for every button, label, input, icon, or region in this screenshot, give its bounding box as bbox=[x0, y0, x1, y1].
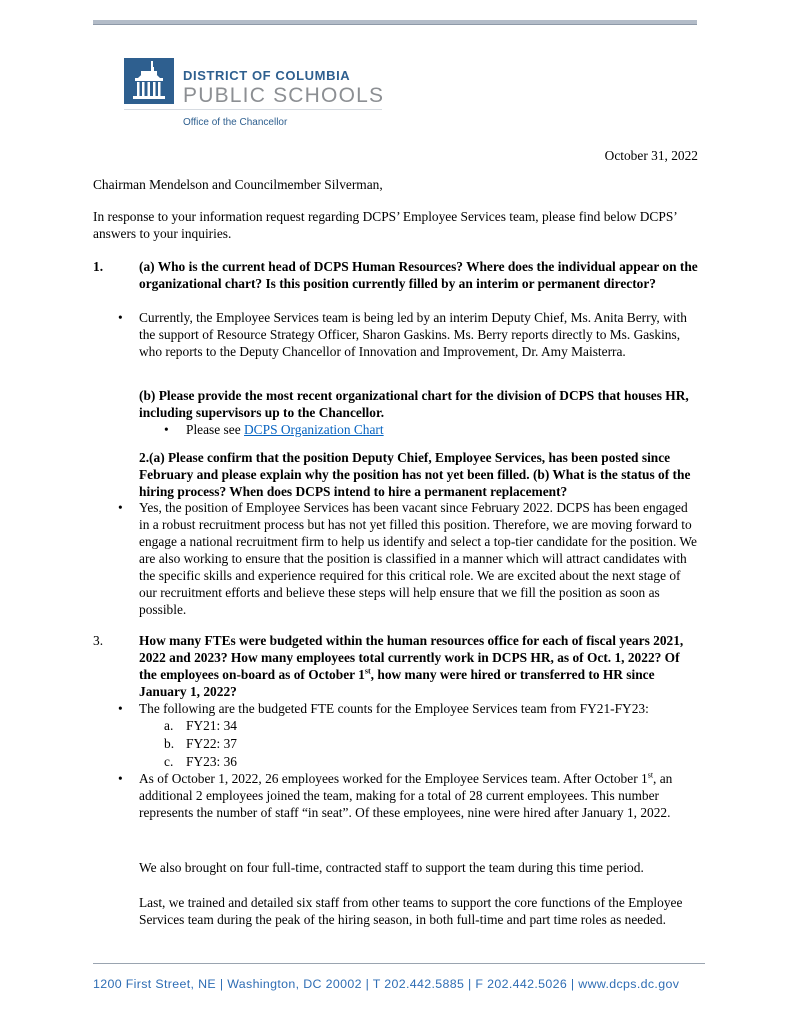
bullet-marker: • bbox=[118, 771, 123, 786]
answer-1a: Currently, the Employee Services team is being led by an interim Deputy Chief, Ms. Anita Berry, with the support of Resource Strategy Officer, Sharon Gaskins. Ms. Berry reports directly to Ms. Gaskins, who reports to the Deputy Chancellor of Innovation and Improvement, Dr. Amy Maisterra. bbox=[139, 310, 687, 359]
question-1b: (b) Please provide the most recent organizational chart for the division of DCPS that houses HR, including supervisors up to the Chancellor. bbox=[139, 388, 689, 420]
answer-3-text-part1: As of October 1, 2022, 26 employees worked for the Employee Services team. After October 1 bbox=[139, 771, 648, 786]
list-marker: c. bbox=[164, 754, 174, 769]
bullet-marker: • bbox=[118, 310, 123, 325]
fte-fy22: FY22: 37 bbox=[186, 736, 237, 751]
answer-3-text-part2: , an additional 2 employees joined the team, making for a total of 28 current employees. This number represents the number of staff “in seat”. Of these employees, nine were hired after January 1, 2022. bbox=[139, 771, 673, 820]
logo-office-text: Office of the Chancellor bbox=[183, 117, 288, 128]
letter-date: October 31, 2022 bbox=[604, 148, 698, 163]
question-3-text-part1: How many FTEs were budgeted within the human resources office for each of fiscal years 2021, 2022 and 2023? How many employees total currently work in DCPS HR, as of Oct. 1, 2022? Of the employees on-board as of October 1 bbox=[139, 633, 684, 682]
footer-rule bbox=[93, 963, 705, 964]
list-marker: b. bbox=[164, 736, 175, 751]
paragraph-detailed-staff: Last, we trained and detailed six staff from other teams to support the core functions of the Employee Services team during the peak of the hiring season, in both full-time and part time roles as needed. bbox=[139, 895, 683, 927]
question-1a: (a) Who is the current head of DCPS Human Resources? Where does the individual appear on the organizational chart? Is this position currently filled by an interim or permanent director? bbox=[139, 259, 698, 291]
question-2: 2.(a) Please confirm that the position Deputy Chief, Employee Services, has been posted since February and please explain why the position has not yet been filled. (b) What is the status of the hiring process? When does DCPS intend to hire a permanent replacement? bbox=[139, 450, 691, 499]
answer-1b-prefix: Please see bbox=[186, 422, 241, 437]
intro-paragraph: In response to your information request regarding DCPS’ Employee Services team, please find below DCPS’ answers to your inquiries. bbox=[93, 209, 677, 241]
question-3-number: 3. bbox=[93, 633, 104, 648]
answer-3-staffing bbox=[139, 770, 699, 821]
fte-fy21: FY21: 34 bbox=[186, 718, 237, 733]
list-marker: a. bbox=[164, 718, 174, 733]
question-3 bbox=[139, 632, 699, 700]
question-1-number: 1. bbox=[93, 259, 104, 274]
logo-divider bbox=[124, 109, 382, 110]
paragraph-contracted-staff: We also brought on four full-time, contracted staff to support the team during this time period. bbox=[139, 860, 644, 875]
bullet-marker: • bbox=[118, 500, 123, 515]
answer-1b bbox=[186, 421, 384, 438]
salutation: Chairman Mendelson and Councilmember Silverman, bbox=[93, 177, 383, 192]
dcps-logo bbox=[124, 58, 385, 130]
fte-fy23: FY23: 36 bbox=[186, 754, 237, 769]
capitol-dome-icon bbox=[124, 58, 174, 104]
superscript: st bbox=[647, 770, 654, 780]
logo-public-schools-text: PUBLIC SCHOOLS bbox=[183, 84, 385, 107]
footer-address: 1200 First Street, NE | Washington, DC 20002 | T 202.442.5885 | F 202.442.5026 | www.dcps.dc.gov bbox=[93, 977, 680, 991]
answer-3-intro: The following are the budgeted FTE counts for the Employee Services team from FY21-FY23: bbox=[139, 701, 649, 716]
answer-2: Yes, the position of Employee Services has been vacant since February 2022. DCPS has been engaged in a robust recruitment process but has not yet filled this position. Therefore, we are moving forward to engage a national recruitment firm to help us identify and select a top-tier candidate for the position. We are also working to ensure that the position is classified in a manner which will attract candidates with the specific skills and experience required for this critical role. We are excited about the next stage of our recruitment efforts and believe these steps will help ensure that we fill the position as soon as possible. bbox=[139, 500, 697, 617]
org-chart-link[interactable]: DCPS Organization Chart bbox=[244, 422, 384, 437]
header-rule bbox=[93, 20, 697, 25]
question-3-text-part2: , how many were hired or transferred to HR since January 1, 2022? bbox=[139, 667, 655, 699]
bullet-marker: • bbox=[164, 422, 169, 437]
logo-district-text: DISTRICT OF COLUMBIA bbox=[183, 68, 351, 83]
superscript: st bbox=[364, 666, 371, 676]
bullet-marker: • bbox=[118, 701, 123, 716]
